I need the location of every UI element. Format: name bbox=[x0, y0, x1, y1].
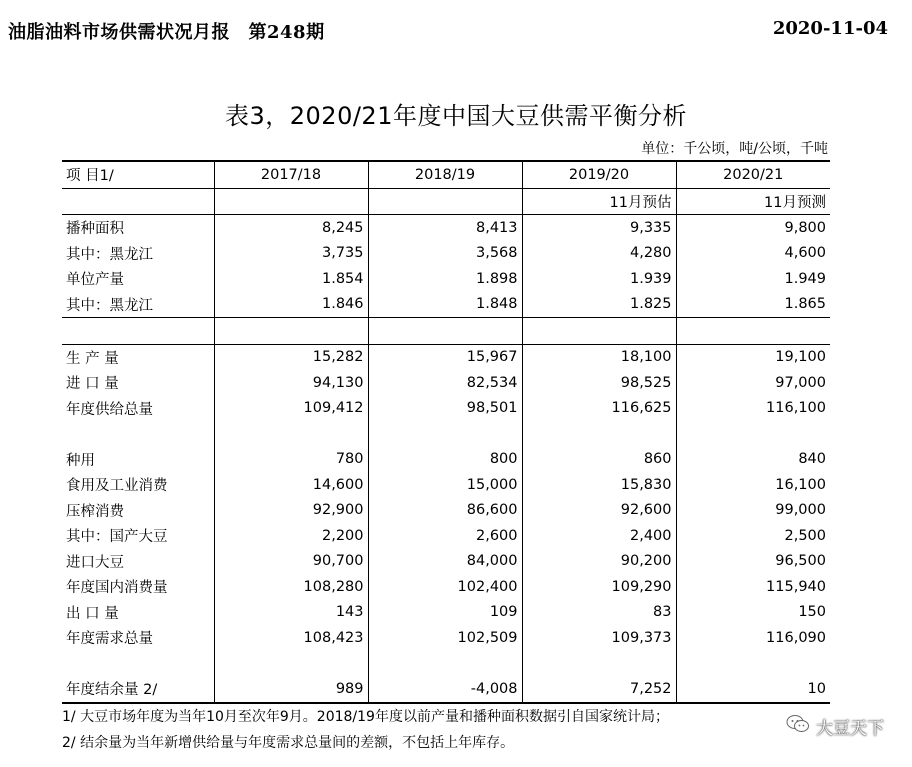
table-title: 表3，2020/21年度中国大豆供需平衡分析 bbox=[225, 102, 687, 130]
cell-value: 2,500 bbox=[676, 523, 830, 549]
table-row bbox=[62, 676, 830, 703]
subheader-row bbox=[62, 188, 830, 215]
footnote: 1/ 大豆市场年度为当年10月至次年9月。2018/19年度以前产量和播种面积数据引自国家统计局； bbox=[62, 709, 669, 725]
footnote: 2/ 结余量为当年新增供给量与年度需求总量间的差额，不包括上年库存。 bbox=[62, 735, 515, 751]
cell-value: 99,000 bbox=[676, 498, 830, 524]
cell-value: 92,600 bbox=[522, 498, 676, 524]
cell-value: 4,280 bbox=[522, 241, 676, 267]
cell-value: 109 bbox=[368, 600, 522, 626]
column-header-year: 2019/20 bbox=[522, 161, 676, 188]
table-row bbox=[62, 498, 830, 524]
row-label: 其中：黑龙江 bbox=[66, 297, 153, 314]
cell-value: 98,501 bbox=[368, 396, 522, 422]
cell-value: 1.939 bbox=[522, 266, 676, 292]
table-row bbox=[62, 472, 830, 498]
unit-note: 单位：千公顷，吨/公顷，千吨 bbox=[641, 141, 828, 157]
cell-value: 1.854 bbox=[214, 266, 368, 292]
table-row bbox=[62, 215, 830, 241]
row-label: 年度国内消费量 bbox=[66, 580, 168, 597]
cell-value: 4,600 bbox=[676, 241, 830, 267]
cell-value: 108,280 bbox=[214, 574, 368, 600]
cell-value: 989 bbox=[214, 676, 368, 703]
column-header-item: 项 目1/ bbox=[62, 161, 214, 188]
table-row bbox=[62, 370, 830, 396]
watermark-text: 大豆天下 bbox=[816, 719, 884, 739]
cell-value: 8,413 bbox=[368, 215, 522, 241]
column-subheader: 11月预估 bbox=[522, 188, 676, 215]
blank-row bbox=[62, 421, 830, 447]
cell-value: 109,373 bbox=[522, 625, 676, 651]
column-header-year: 2017/18 bbox=[214, 161, 368, 188]
cell-value: 115,940 bbox=[676, 574, 830, 600]
cell-value: 16,100 bbox=[676, 472, 830, 498]
cell-value: 90,700 bbox=[214, 549, 368, 575]
row-label: 食用及工业消费 bbox=[66, 478, 168, 495]
column-header-year: 2020/21 bbox=[676, 161, 830, 188]
table-row bbox=[62, 241, 830, 267]
cell-value: 2,200 bbox=[214, 523, 368, 549]
cell-value: 108,423 bbox=[214, 625, 368, 651]
cell-value: 96,500 bbox=[676, 549, 830, 575]
cell-value: 1.825 bbox=[522, 292, 676, 318]
cell-value: 800 bbox=[368, 447, 522, 473]
wechat-icon bbox=[786, 714, 816, 739]
cell-value: 9,800 bbox=[676, 215, 830, 241]
cell-value: 1.898 bbox=[368, 266, 522, 292]
cell-value: 1.865 bbox=[676, 292, 830, 318]
cell-value: 9,335 bbox=[522, 215, 676, 241]
supply-demand-table bbox=[62, 160, 830, 704]
cell-value: 18,100 bbox=[522, 344, 676, 370]
row-label: 进口大豆 bbox=[66, 554, 124, 571]
table-row bbox=[62, 523, 830, 549]
row-label: 年度需求总量 bbox=[66, 631, 153, 648]
row-label: 生 产 量 bbox=[62, 344, 214, 370]
cell-value: 3,735 bbox=[214, 241, 368, 267]
cell-value: 15,830 bbox=[522, 472, 676, 498]
watermark bbox=[786, 714, 884, 739]
cell-value: 2,400 bbox=[522, 523, 676, 549]
table-row bbox=[62, 625, 830, 651]
row-label: 年度供给总量 bbox=[66, 401, 153, 418]
cell-value: 14,600 bbox=[214, 472, 368, 498]
cell-value: 1.846 bbox=[214, 292, 368, 318]
table-row bbox=[62, 574, 830, 600]
row-label: 进 口 量 bbox=[66, 376, 119, 393]
cell-value: 116,100 bbox=[676, 396, 830, 422]
row-label: 播种面积 bbox=[62, 215, 214, 241]
cell-value: 19,100 bbox=[676, 344, 830, 370]
row-label: 种用 bbox=[66, 452, 95, 469]
cell-value: 82,534 bbox=[368, 370, 522, 396]
cell-value: 98,525 bbox=[522, 370, 676, 396]
column-header-year: 2018/19 bbox=[368, 161, 522, 188]
cell-value: 109,412 bbox=[214, 396, 368, 422]
cell-value: 109,290 bbox=[522, 574, 676, 600]
table-row bbox=[62, 266, 830, 292]
header-row bbox=[62, 161, 830, 188]
row-label: 出 口 量 bbox=[66, 605, 119, 622]
cell-value: 840 bbox=[676, 447, 830, 473]
cell-value: 84,000 bbox=[368, 549, 522, 575]
blank-row bbox=[62, 651, 830, 677]
cell-value: 8,245 bbox=[214, 215, 368, 241]
cell-value: 83 bbox=[522, 600, 676, 626]
row-label: 其中：黑龙江 bbox=[66, 246, 153, 263]
footnotes bbox=[62, 704, 669, 756]
cell-value: 116,625 bbox=[522, 396, 676, 422]
cell-value: 102,400 bbox=[368, 574, 522, 600]
cell-value: 780 bbox=[214, 447, 368, 473]
cell-value: 150 bbox=[676, 600, 830, 626]
report-title: 油脂油料市场供需状况月报 第248期 bbox=[8, 22, 325, 43]
cell-value: 116,090 bbox=[676, 625, 830, 651]
cell-value: 15,967 bbox=[368, 344, 522, 370]
cell-value: 86,600 bbox=[368, 498, 522, 524]
table-row bbox=[62, 344, 830, 370]
cell-value: 97,000 bbox=[676, 370, 830, 396]
cell-value: 102,509 bbox=[368, 625, 522, 651]
cell-value: 90,200 bbox=[522, 549, 676, 575]
table-row bbox=[62, 396, 830, 422]
cell-value: 3,568 bbox=[368, 241, 522, 267]
cell-value: 7,252 bbox=[522, 676, 676, 703]
table-row bbox=[62, 549, 830, 575]
cell-value: 143 bbox=[214, 600, 368, 626]
table-row bbox=[62, 600, 830, 626]
cell-value: 10 bbox=[676, 676, 830, 703]
row-label: 单位产量 bbox=[66, 272, 124, 289]
table-row bbox=[62, 292, 830, 318]
table-row bbox=[62, 447, 830, 473]
cell-value: 94,130 bbox=[214, 370, 368, 396]
report-date: 2020-11-04 bbox=[772, 18, 888, 39]
column-subheader: 11月预测 bbox=[676, 188, 830, 215]
cell-value: 15,282 bbox=[214, 344, 368, 370]
cell-value: 92,900 bbox=[214, 498, 368, 524]
cell-value: 2,600 bbox=[368, 523, 522, 549]
column-subheader bbox=[214, 188, 368, 215]
row-label: 年度结余量 2/ bbox=[62, 676, 214, 703]
cell-value: 1.949 bbox=[676, 266, 830, 292]
row-label: 压榨消费 bbox=[66, 503, 124, 520]
cell-value: -4,008 bbox=[368, 676, 522, 703]
blank-row bbox=[62, 318, 830, 345]
cell-value: 1.848 bbox=[368, 292, 522, 318]
cell-value: 860 bbox=[522, 447, 676, 473]
column-subheader bbox=[368, 188, 522, 215]
cell-value: 15,000 bbox=[368, 472, 522, 498]
row-label: 其中：国产大豆 bbox=[66, 529, 168, 546]
